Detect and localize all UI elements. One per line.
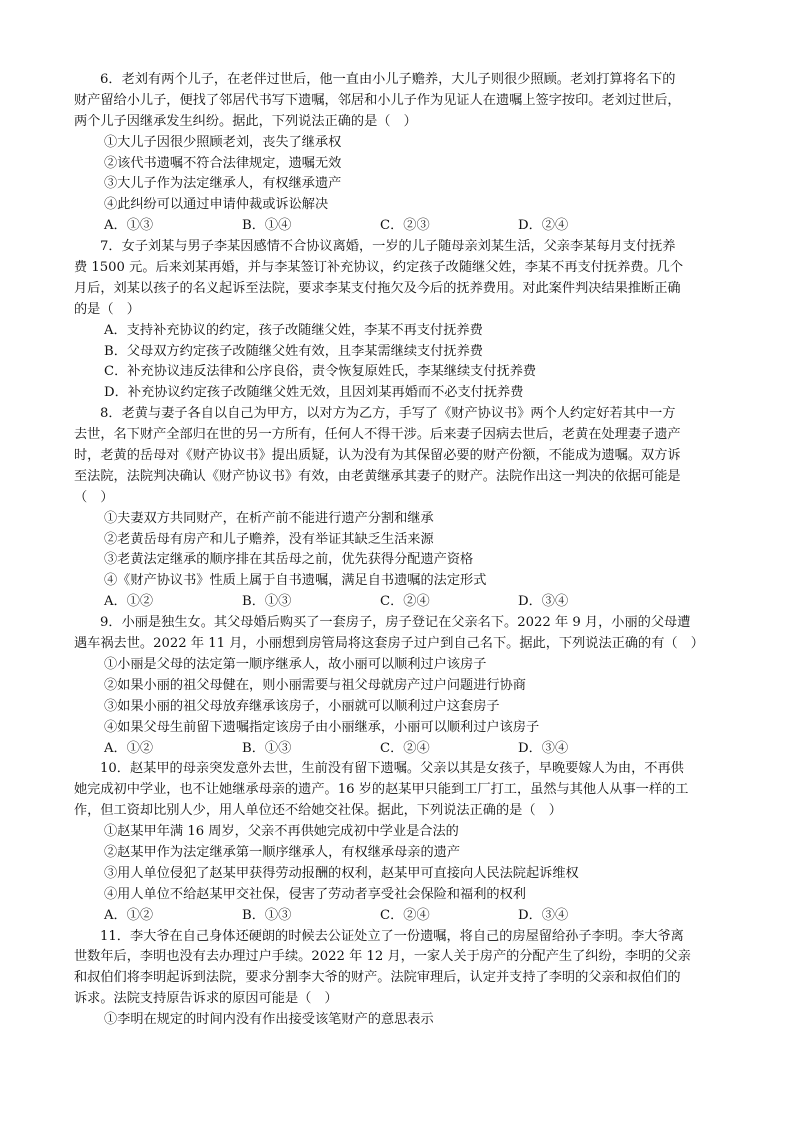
answer-option: ②如果小丽的祖父母健在，则小丽需要与祖父母就房产过户问题进行协商 bbox=[104, 677, 526, 693]
answer-option: ③如果小丽的祖父母放弃继承该房子，小丽就可以顺利过户这套房子 bbox=[104, 698, 500, 714]
question-stem-line: 两个儿子因继承发生纠纷。据此，下列说法正确的是（ ） bbox=[74, 113, 417, 129]
choice-row bbox=[74, 739, 726, 760]
choice-item: B．①④ bbox=[242, 218, 292, 234]
answer-option: ④如果父母生前留下遗嘱指定该房子由小丽继承，小丽可以顺利过户该房子 bbox=[104, 719, 540, 735]
question-block bbox=[74, 927, 726, 1031]
choice-item: C．②③ bbox=[380, 218, 430, 234]
choice-item: C．②④ bbox=[380, 740, 430, 756]
answer-option: ③大儿子作为法定继承人，有权继承遗产 bbox=[104, 176, 342, 192]
choice-item: D．③④ bbox=[518, 740, 569, 756]
choice-item: D．②④ bbox=[518, 218, 569, 234]
question-stem-line: 7．女子刘某与男子李某因感情不合协议离婚，一岁的儿子随母亲刘某生活，父亲李某每月支付抚养 bbox=[100, 239, 676, 255]
choice-row bbox=[74, 906, 726, 927]
question-stem-line: 时，老黄的岳母对《财产协议书》提出质疑，认为没有为其保留必要的财产份额，不能成为遗嘱。双方诉 bbox=[74, 448, 681, 464]
question-stem-line: 遇车祸去世。2022 年 11 月，小丽想到房管局将这套房子过户到自己名下。据此，下列说法正确的有（ ） bbox=[74, 636, 704, 652]
question-block bbox=[74, 237, 726, 404]
answer-option: ①大儿子因很少照顾老刘，丧失了继承权 bbox=[104, 134, 342, 150]
question-stem-line: 费 1500 元。后来刘某再婚，并与李某签订补充协议，约定孩子改随继父姓，李某不再支付抚养费。几个 bbox=[74, 260, 684, 276]
question-block bbox=[74, 759, 726, 926]
choice-item: A．①② bbox=[104, 740, 154, 756]
answer-option: ①李明在规定的时间内没有作出接受该笔财产的意思表示 bbox=[104, 1012, 434, 1028]
choice-item: A．①② bbox=[104, 907, 154, 923]
question-stem-line: 至法院，法院判决确认《财产协议书》有效，由老黄继承其妻子的财产。法院作出这一判决的依据可能是 bbox=[74, 468, 681, 484]
answer-option: ②该代书遗嘱不符合法律规定，遗嘱无效 bbox=[104, 155, 342, 171]
question-block bbox=[74, 70, 726, 237]
answer-option: ②赵某甲作为法定继承第一顺序继承人，有权继承母亲的遗产 bbox=[104, 844, 461, 860]
question-stem-line: 月后，刘某以孩子的名义起诉至法院，要求李某支付拖欠及今后的抚养费用。对此案件判决结果推断正确 bbox=[74, 280, 681, 296]
choice-row bbox=[74, 592, 726, 613]
answer-option: ③用人单位侵犯了赵某甲获得劳动报酬的权利，赵某甲可直接向人民法院起诉维权 bbox=[104, 865, 579, 881]
choice-item: B．①③ bbox=[242, 594, 292, 610]
question-stem-line: 和叔伯们将李明起诉到法院，要求分割李大爷的财产。法院审理后，认定并支持了李明的父亲和叔伯们的 bbox=[74, 970, 681, 986]
question-block bbox=[74, 613, 726, 759]
question-stem-line: 6．老刘有两个儿子，在老伴过世后，他一直由小儿子赡养，大儿子则很少照顾。老刘打算将名下的 bbox=[100, 72, 676, 87]
question-stem-line: 作，但工资却比别人少，用人单位还不给她交社保。据此，下列说法正确的是（ ） bbox=[74, 803, 562, 819]
answer-option: D．补充协议约定孩子改随继父姓无效，且因刘某再婚而不必支付抚养费 bbox=[104, 385, 524, 401]
answer-option: C．补充协议违反法律和公序良俗，责令恢复原姓氏，李某继续支付抚养费 bbox=[104, 364, 537, 380]
answer-option: ④用人单位不给赵某甲交社保，侵害了劳动者享受社会保险和福利的权利 bbox=[104, 886, 526, 902]
choice-item: D．③④ bbox=[518, 594, 569, 610]
choice-item: B．①③ bbox=[242, 907, 292, 923]
question-stem-line: 11．李大爷在自己身体还硬朗的时候去公证处立了一份遗嘱，将自己的房屋留给孙子李明。李大爷离 bbox=[100, 928, 684, 944]
answer-option: ①夫妻双方共同财产，在析产前不能进行遗产分割和继承 bbox=[104, 510, 434, 526]
answer-option: B．父母双方约定孩子改随继父姓有效，且李某需继续支付抚养费 bbox=[104, 343, 483, 359]
answer-option: ③老黄法定继承的顺序排在其岳母之前，优先获得分配遗产资格 bbox=[104, 552, 474, 568]
choice-item: A．①② bbox=[104, 594, 154, 610]
question-stem-line: 去世，名下财产全部归在世的另一方所有，任何人不得干涉。后来妻子因病去世后，老黄在处理妻子遗产 bbox=[74, 427, 681, 443]
choice-item: C．②④ bbox=[380, 907, 430, 923]
answer-option: ①赵某甲年满 16 周岁，父亲不再供她完成初中学业是合法的 bbox=[104, 824, 459, 840]
choice-item: A．①③ bbox=[104, 218, 154, 234]
answer-option: ①小丽是父母的法定第一顺序继承人，故小丽可以顺利过户该房子 bbox=[104, 656, 487, 672]
choice-item: D．③④ bbox=[518, 907, 569, 923]
question-stem-line: 财产留给小儿子，便找了邻居代书写下遗嘱，邻居和小儿子作为见证人在遗嘱上签字按印。老刘过世后， bbox=[74, 92, 681, 108]
answer-option: ②老黄岳母有房产和儿子赡养，没有举证其缺乏生活来源 bbox=[104, 531, 434, 547]
choice-item: B．①③ bbox=[242, 740, 292, 756]
answer-option: ④此纠纷可以通过申请仲裁或诉讼解决 bbox=[104, 197, 329, 213]
question-stem-line: 世数年后，李明也没有去办理过户手续。2022 年 12 月，一家人关于房产的分配产生了纠纷，李明的父亲 bbox=[74, 949, 691, 965]
question-stem-line: 9．小丽是独生女。其父母婚后购买了一套房子，房子登记在父亲名下。2022 年 9 月，小丽的父母遭 bbox=[100, 615, 691, 631]
answer-option: A．支持补充协议的约定，孩子改随继父姓，李某不再支付抚养费 bbox=[104, 322, 483, 338]
question-stem-line: 10．赵某甲的母亲突发意外去世，生前没有留下遗嘱。父亲以其是女孩子，早晚要嫁人为由，不再供 bbox=[100, 761, 684, 777]
question-stem-line: 诉求。法院支持原告诉求的原因可能是（ ） bbox=[74, 991, 338, 1007]
exam-page bbox=[74, 70, 726, 1031]
question-stem-line: （ ） bbox=[74, 489, 114, 505]
question-stem-line: 她完成初中学业，也不让她继承母亲的遗产。16 岁的赵某甲只能到工厂打工，虽然与其他人从事一样的工 bbox=[74, 782, 689, 798]
choice-row bbox=[74, 216, 726, 237]
question-block bbox=[74, 404, 726, 613]
question-stem-line: 的是（ ） bbox=[74, 301, 140, 317]
question-stem-line: 8．老黄与妻子各自以自己为甲方，以对方为乙方，手写了《财产协议书》两个人约定好若其中一方 bbox=[100, 406, 676, 422]
choice-item: C．②④ bbox=[380, 594, 430, 610]
answer-option: ④《财产协议书》性质上属于自书遗嘱，满足自书遗嘱的法定形式 bbox=[104, 573, 487, 589]
